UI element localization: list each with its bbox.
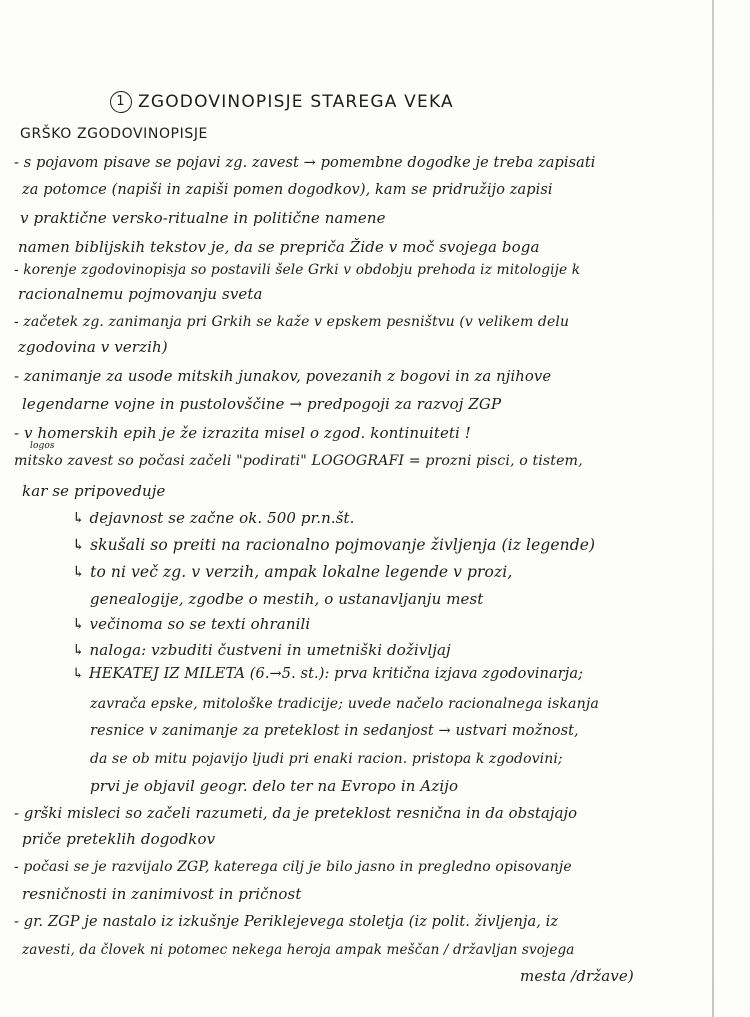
note-line: genealogije, zgodbe o mestih, o ustanavljanju mest xyxy=(90,590,484,608)
note-line: zavesti, da človek ni potomec nekega heroja ampak meščan / državljan svojega xyxy=(22,942,575,958)
note-line: - zanimanje za usode mitskih junakov, povezanih z bogovi in za njihove xyxy=(14,368,552,385)
note-line: - grški misleci so začeli razumeti, da je preteklost resnična in da obstajajo xyxy=(14,805,578,822)
note-line: za potomce (napiši in zapiši pomen dogodkov), kam se pridružijo zapisi xyxy=(22,182,553,198)
note-line: prvi je objavil geogr. delo ter na Evropo in Azijo xyxy=(90,777,459,795)
note-line: da se ob mitu pojavijo ljudi pri enaki racion. pristopa k zgodovini; xyxy=(90,751,563,767)
note-line: ↳ dejavnost se začne ok. 500 pr.n.št. xyxy=(72,509,355,527)
note-line: ↳ to ni več zg. v verzih, ampak lokalne legende v prozi, xyxy=(72,563,513,581)
section-heading xyxy=(20,125,208,143)
note-line: - korenje zgodovinopisja so postavili šele Grki v obdobju prehoda iz mitologije k xyxy=(14,262,581,278)
note-line: kar se pripoveduje xyxy=(22,482,166,500)
title-text: ZGODOVINOPISJE STAREGA VEKA xyxy=(138,92,454,112)
note-line: ↳ večinoma so se texti ohranili xyxy=(72,615,311,633)
note-line: legendarne vojne in pustolovščine → predpogoji za razvoj ZGP xyxy=(22,395,502,413)
note-line: v praktične versko-ritualne in politične namene xyxy=(20,209,386,227)
note-line: ↳ skušali so preiti na racionalno pojmovanje življenja (iz legende) xyxy=(72,536,596,554)
note-line: - začetek zg. zanimanja pri Grkih se kaže v epskem pesništvu (v velikem delu xyxy=(14,314,570,330)
note-line: resničnosti in zanimivost in pričnost xyxy=(22,885,302,903)
note-line: namen bibliјskih tekstov je, da se prepriča Žide v moč svojega boga xyxy=(18,238,540,256)
note-line: zavrača epske, mitološke tradicije; uvede načelo racionalnega iskanja xyxy=(90,696,599,712)
note-line: resnice v zanimanje za preteklost in sedanjost → ustvari možnost, xyxy=(90,723,579,739)
section-heading-text: GRŠKO ZGODOVINOPISJE xyxy=(20,126,208,142)
note-line: ↳ HEKATEJ IZ MILETA (6.→5. st.): prva kritična izjava zgodovinarja; xyxy=(72,666,584,682)
note-line: ↳ naloga: vzbuditi čustveni in umetniški doživljaj xyxy=(72,641,451,659)
interlinear-note: logos xyxy=(30,441,55,451)
note-line: - v homerskih epih je že izrazita misel o zgod. kontinuiteti ! xyxy=(14,424,471,442)
note-line: mitsko zavest so počasi začeli "podirati" LOGOGRAFI = prozni pisci, o tistem, xyxy=(14,453,583,469)
page-title xyxy=(110,91,454,113)
note-line: priče preteklih dogodkov xyxy=(22,830,216,848)
note-line: racionalnemu pojmovanju sveta xyxy=(18,285,263,303)
note-line: - gr. ZGP je nastalo iz izkušnje Periklejevega stoletja (iz polit. življenja, iz xyxy=(14,914,559,930)
page-margin-line xyxy=(712,0,714,1017)
note-line: - počasi se je razvijalo ZGP, katerega cilj je bilo jasno in pregledno opisovanje xyxy=(14,859,572,875)
note-line: - s pojavom pisave se pojavi zg. zavest → pomembne dogodke je treba zapisati xyxy=(14,155,596,171)
note-line: mesta /države) xyxy=(520,967,634,985)
note-line: zgodovina v verzih) xyxy=(18,338,168,356)
title-number: 1 xyxy=(110,91,132,113)
